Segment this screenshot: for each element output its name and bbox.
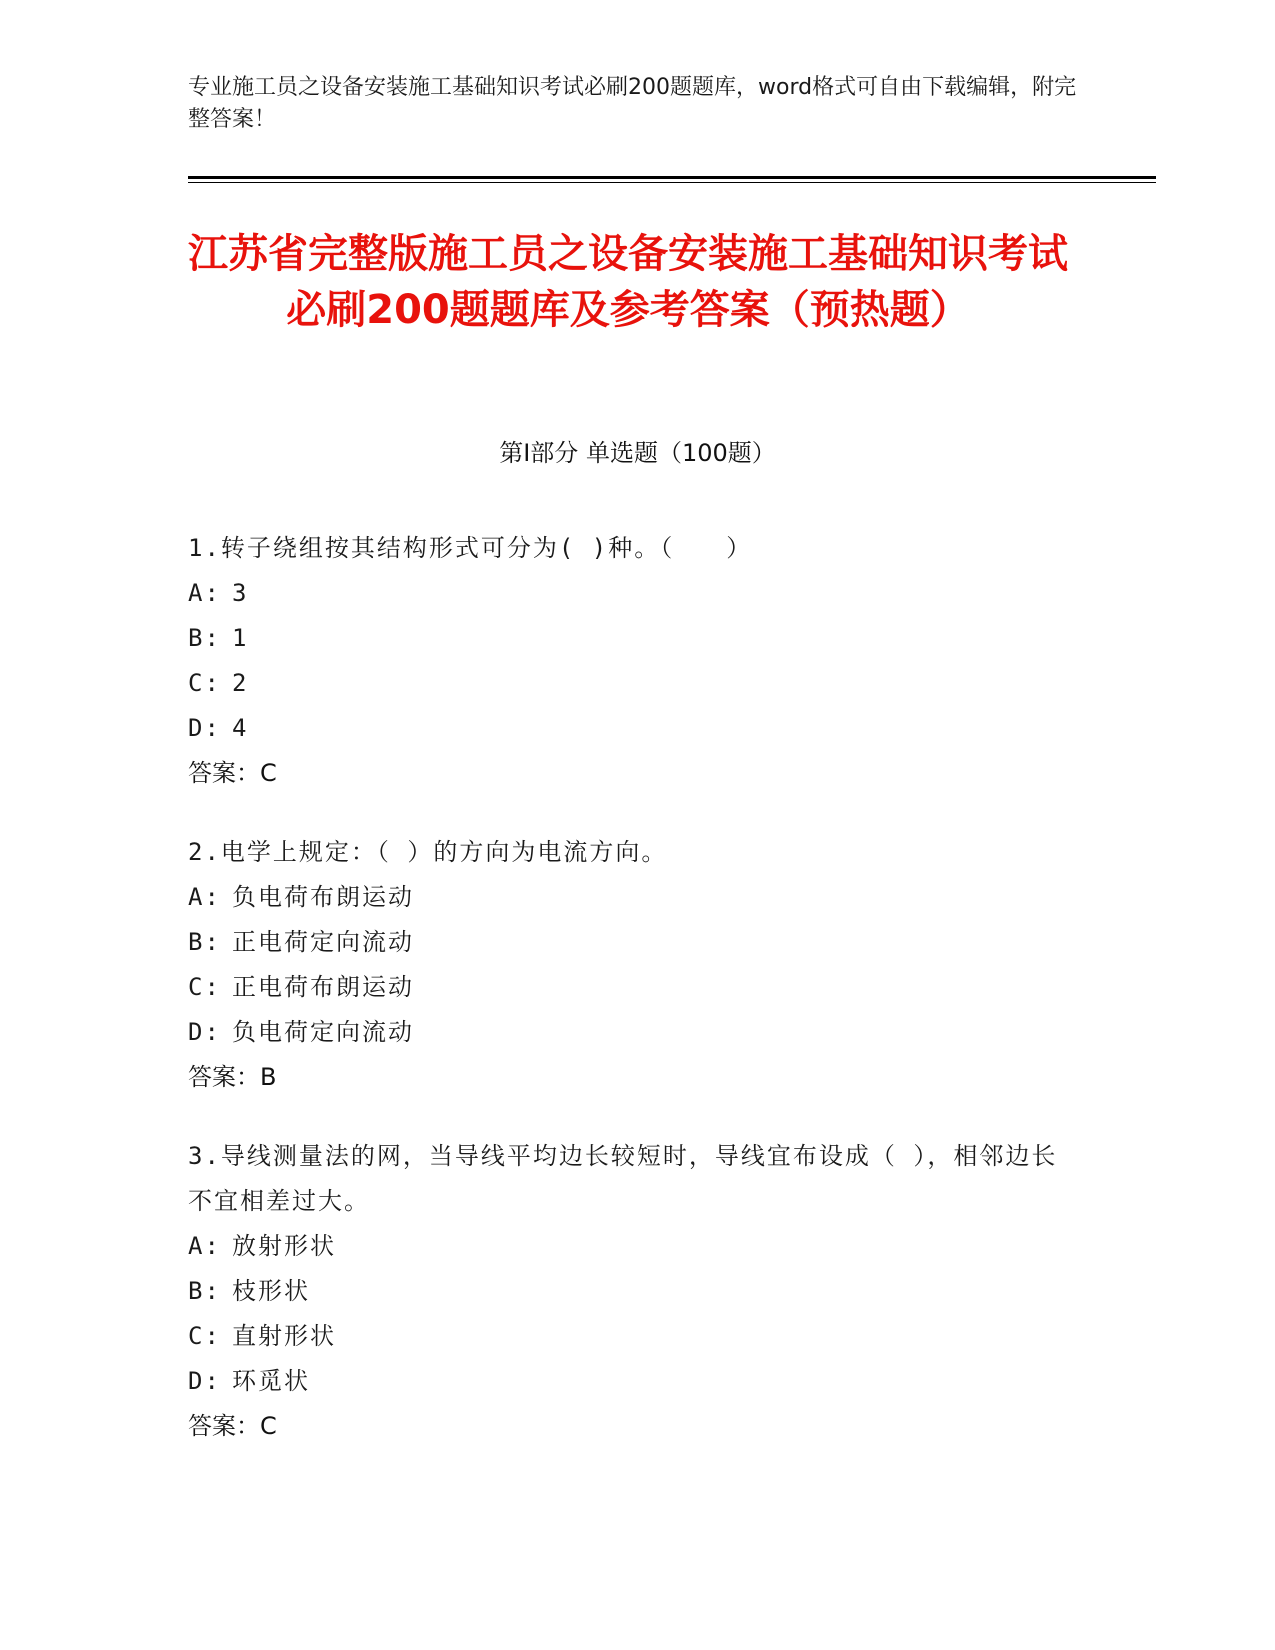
option-c xyxy=(188,1314,1078,1359)
option-text: 直射形状 xyxy=(232,1322,336,1350)
option-b xyxy=(188,1269,1078,1314)
option-d xyxy=(188,1010,1078,1055)
option-letter: C: xyxy=(188,1322,221,1350)
header-rule xyxy=(188,176,1156,179)
option-text: 枝形状 xyxy=(232,1277,310,1305)
section-heading: 第I部分 单选题（100题） xyxy=(499,439,776,467)
option-a xyxy=(188,875,1078,920)
option-text: 放射形状 xyxy=(232,1232,336,1260)
header-rule-thin xyxy=(188,182,1156,183)
option-d xyxy=(188,706,1078,751)
option-b xyxy=(188,920,1078,965)
document-title: 江苏省完整版施工员之设备安装施工基础知识考试必刷200题题库及参考答案（预热题） xyxy=(188,231,1068,333)
answer-line: 答案：C xyxy=(188,1412,277,1440)
option-text: 1 xyxy=(232,624,249,652)
option-letter: A: xyxy=(188,1232,221,1260)
option-letter: A: xyxy=(188,883,221,911)
option-a xyxy=(188,571,1078,616)
header-note: 专业施工员之设备安装施工基础知识考试必刷200题题库，word格式可自由下载编辑，附完整答案！ xyxy=(188,75,1077,132)
option-text: 3 xyxy=(232,579,249,607)
option-b xyxy=(188,616,1078,661)
answer-line: 答案：B xyxy=(188,1063,277,1091)
option-text: 2 xyxy=(232,669,249,697)
question-stem: 1.转子绕组按其结构形式可分为( )种。（ ） xyxy=(188,534,753,562)
option-letter: B: xyxy=(188,1277,221,1305)
option-letter: C: xyxy=(188,669,221,697)
option-text: 环觅状 xyxy=(232,1367,310,1395)
option-letter: D: xyxy=(188,1367,221,1395)
option-letter: B: xyxy=(188,624,221,652)
option-c xyxy=(188,661,1078,706)
question-1 xyxy=(188,526,1078,796)
option-letter: A: xyxy=(188,579,221,607)
question-stem: 2.电学上规定：（ ）的方向为电流方向。 xyxy=(188,838,668,866)
answer-line: 答案：C xyxy=(188,759,277,787)
option-letter: D: xyxy=(188,714,221,742)
question-2 xyxy=(188,830,1078,1100)
option-letter: C: xyxy=(188,973,221,1001)
option-text: 负电荷布朗运动 xyxy=(232,883,414,911)
option-text: 4 xyxy=(232,714,249,742)
question-list xyxy=(188,526,1078,1483)
option-c xyxy=(188,965,1078,1010)
question-3 xyxy=(188,1134,1078,1449)
question-stem: 3.导线测量法的网，当导线平均边长较短时，导线宜布设成（ ），相邻边长不宜相差过大。 xyxy=(188,1142,1058,1215)
option-letter: B: xyxy=(188,928,221,956)
option-text: 正电荷布朗运动 xyxy=(232,973,414,1001)
option-d xyxy=(188,1359,1078,1404)
option-text: 正电荷定向流动 xyxy=(232,928,414,956)
option-letter: D: xyxy=(188,1018,221,1046)
option-text: 负电荷定向流动 xyxy=(232,1018,414,1046)
option-a xyxy=(188,1224,1078,1269)
